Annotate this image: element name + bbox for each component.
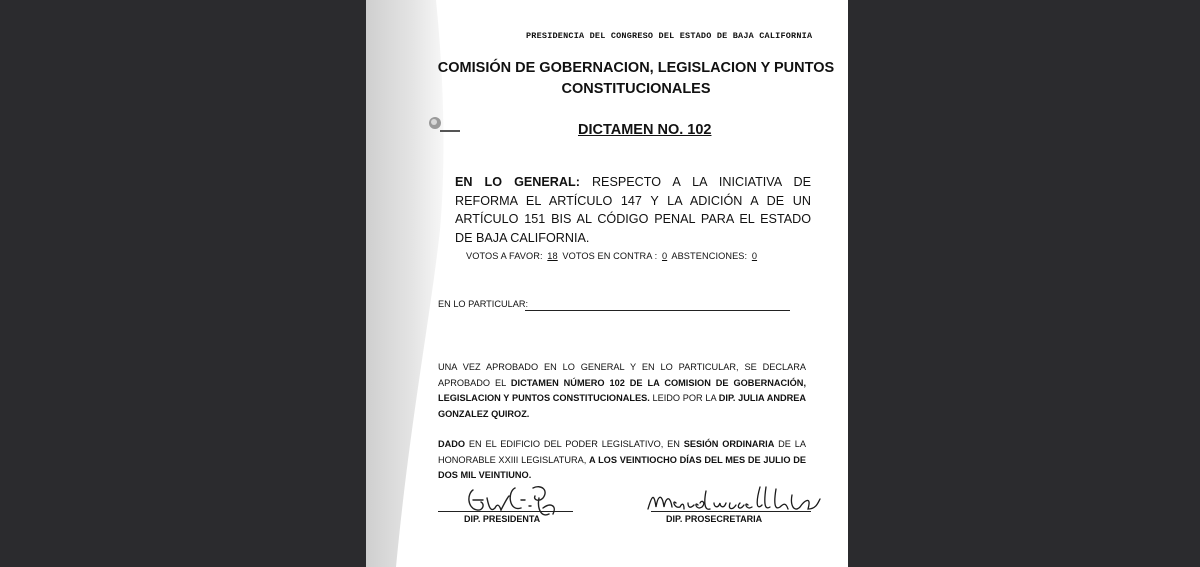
signature-right-line <box>651 511 811 512</box>
approval-bold-1: DICTAMEN NÚMERO 102 <box>510 377 625 388</box>
votes-abst-value: 0 <box>751 251 758 261</box>
punch-hole-graphic <box>428 116 462 136</box>
approval-paragraph <box>438 360 806 422</box>
approval-text-3: LEIDO POR LA <box>649 393 719 404</box>
approval-bold-2: DE LA COMISION DE GOBERNACIÓN, LEGISLACION Y PUNTOS CONSTITUCIONALES. <box>438 377 806 404</box>
signature-left-line <box>438 511 573 512</box>
votes-contra-label: VOTOS EN CONTRA : <box>562 251 658 261</box>
signature-left-label: DIP. PRESIDENTA <box>464 514 541 524</box>
votes-line <box>466 251 759 261</box>
given-paragraph <box>438 437 806 484</box>
commission-title: COMISIÓN DE GOBERNACION, LEGISLACION Y PUNTOS CONSTITUCIONALES <box>437 60 835 97</box>
given-bold-3: A LOS VEINTIOCHO DÍAS DEL MES DE JULIO DE DOS MIL VEINTIUNO. <box>438 454 806 481</box>
general-text: RESPECTO A LA INICIATIVA DE REFORMA EL ARTÍCULO 147 Y LA ADICIÓN A DE UN ARTÍCULO 151 BIS AL CÓDIGO PENAL PARA EL ESTADO DE BAJA CALIFORNIA. <box>455 175 811 245</box>
general-label: EN LO GENERAL: <box>455 175 580 189</box>
signature-right-label: DIP. PROSECRETARIA <box>666 514 763 524</box>
given-bold-1: DADO <box>438 439 466 449</box>
votes-contra-value: 0 <box>661 251 668 261</box>
votes-favor-value: 18 <box>547 251 558 261</box>
particular-label: EN LO PARTICULAR: <box>438 299 529 309</box>
given-bold-2: SESIÓN ORDINARIA <box>683 439 775 449</box>
dictamen-title: DICTAMEN NO. 102 <box>578 122 712 138</box>
approval-bold-3: DIP. JULIA ANDREA GONZALEZ QUIROZ. <box>438 393 807 419</box>
general-paragraph <box>455 173 811 247</box>
given-text-1: EN EL EDIFICIO DEL PODER LEGISLATIVO, EN <box>465 439 684 449</box>
header-text: PRESIDENCIA DEL CONGRESO DEL ESTADO DE BAJA CALIFORNIA <box>526 31 813 41</box>
viewer-background-left <box>0 0 366 567</box>
votes-abst-label: ABSTENCIONES: <box>671 251 748 261</box>
document-page <box>366 0 848 567</box>
particular-blank-line <box>525 310 790 311</box>
viewer-background-right <box>848 0 1200 567</box>
approval-text-1: UNA VEZ APROBADO EN LO GENERAL Y EN LO PARTICULAR, SE DECLARA APROBADO EL <box>438 362 806 388</box>
votes-favor-label: VOTOS A FAVOR: <box>466 251 543 261</box>
given-text-2: DE LA HONORABLE XXIII LEGISLATURA, <box>438 439 806 465</box>
